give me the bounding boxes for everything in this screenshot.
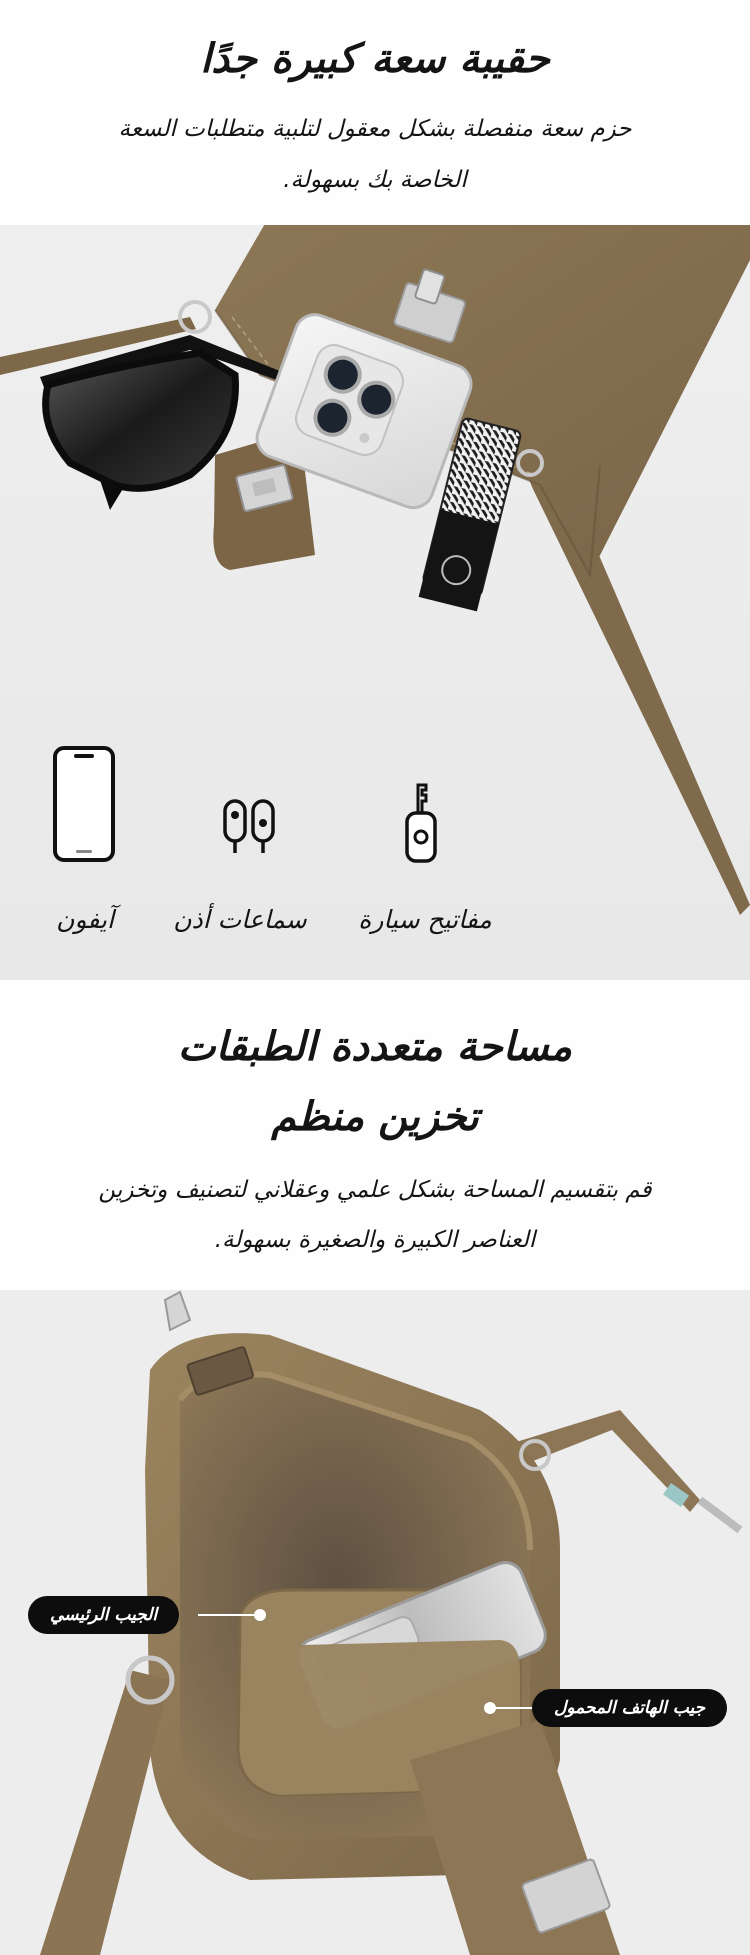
section1-description-line2: الخاصة بك بسهولة.	[283, 167, 467, 193]
section2-description-line2: العناصر الكبيرة والصغيرة بسهولة.	[214, 1227, 536, 1253]
section2-description-line1: قم بتقسيم المساحة بشكل علمي وعقلاني لتصنيف وتخزين	[98, 1177, 652, 1203]
bag-contents-photo	[0, 225, 750, 980]
phone-pocket-callout: جيب الهاتف المحمول	[532, 1689, 727, 1727]
capacity-label-earbuds: سماعات أذن	[173, 905, 307, 934]
capacity-label-car-keys: مفاتيح سيارة	[358, 905, 492, 934]
bag-interior-photo	[0, 1290, 750, 1955]
section2-title-line1: مساحة متعددة الطبقات	[177, 1024, 573, 1070]
capacity-label-phone: آيفون	[56, 905, 114, 934]
main-pocket-callout: الجيب الرئيسي	[28, 1596, 179, 1634]
section1-description-line1: حزم سعة منفصلة بشكل معقول لتلبية متطلبات السعة	[118, 116, 632, 142]
bag-contents-illustration	[0, 225, 750, 980]
section1-title: حقيبة سعة كبيرة جدًا	[200, 36, 550, 82]
section2-title-line2: تخزين منظم	[271, 1094, 479, 1140]
